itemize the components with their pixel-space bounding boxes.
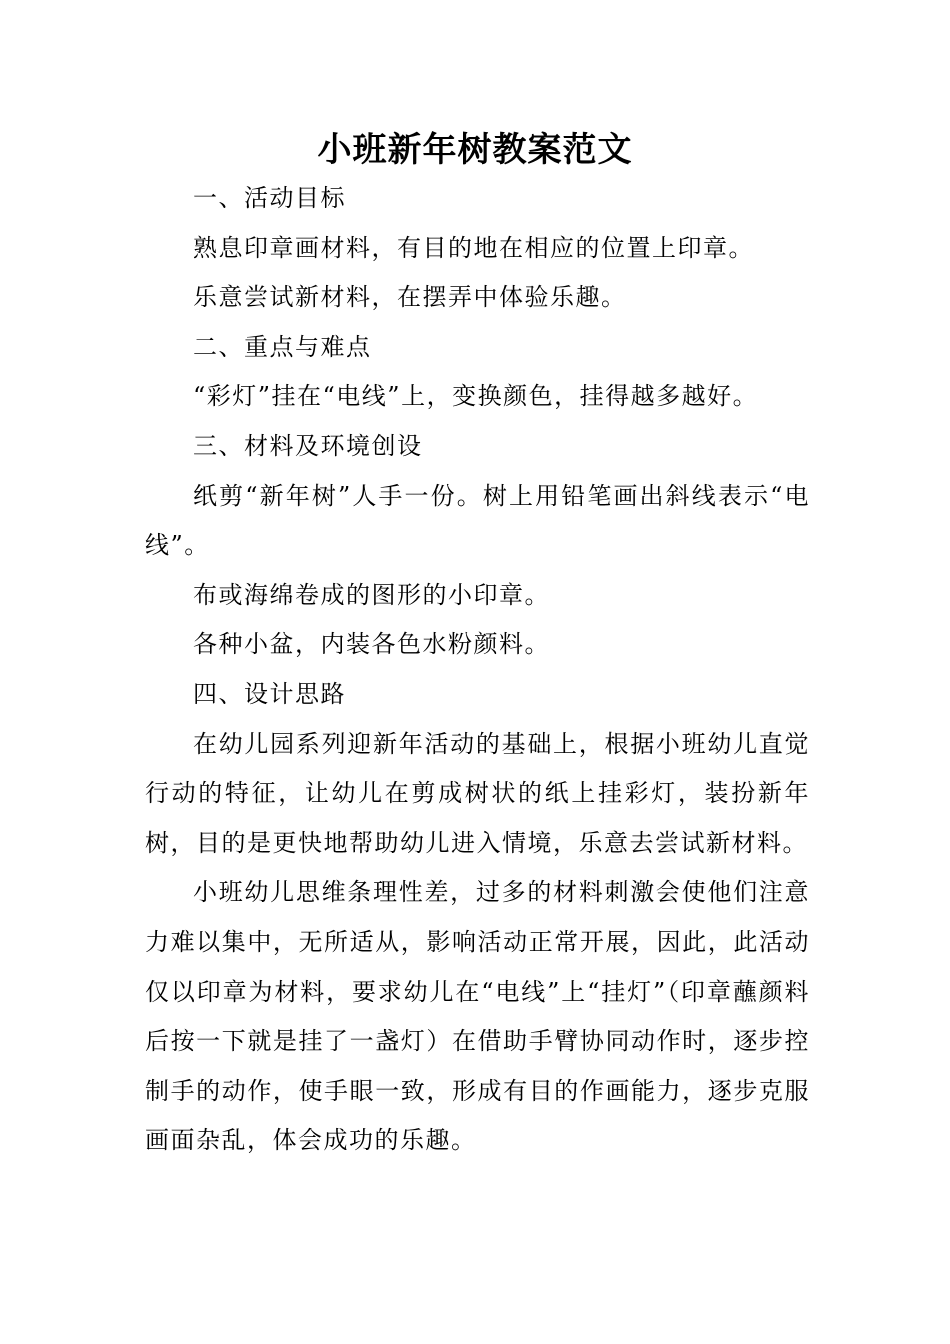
paragraph: 布或海绵卷成的图形的小印章。 bbox=[193, 580, 550, 609]
document-title: 小班新年树教案范文 bbox=[317, 130, 633, 170]
section-heading-design: 四、设计思路 bbox=[193, 679, 346, 708]
section-heading-goals: 一、活动目标 bbox=[193, 184, 346, 212]
section-heading-materials: 三、材料及环境创设 bbox=[193, 431, 423, 460]
paragraph: 纸剪“新年树”人手一份。树上用铅笔画出斜线表示“电线”。 bbox=[145, 481, 810, 560]
section-heading-key-points: 二、重点与难点 bbox=[193, 332, 372, 361]
paragraph: 熟息印章画材料，有目的地在相应的位置上印章。 bbox=[193, 233, 754, 262]
document-body bbox=[145, 174, 810, 1166]
paragraph: 在幼儿园系列迎新年活动的基础上，根据小班幼儿直觉行动的特征，让幼儿在剪成树状的纸上挂彩灯，装扮新年树，目的是更快地帮助幼儿进入情境，乐意去尝试新材料。 bbox=[145, 729, 810, 857]
paragraph: “彩灯”挂在“电线”上，变换颜色，挂得越多越好。 bbox=[193, 382, 759, 411]
paragraph: 小班幼儿思维条理性差，过多的材料刺激会使他们注意力难以集中，无所适从，影响活动正常开展，因此，此活动仅以印章为材料，要求幼儿在“电线”上“挂灯”（印章蘸颜料后按一下就是挂了一盏灯）在借助手臂协同动作时，逐步控制手的动作，使手眼一致，形成有目的作画能力，逐步克服画面杂乱，体会成功的乐趣。 bbox=[145, 878, 810, 1155]
paragraph: 各种小盆，内装各色水粉颜料。 bbox=[193, 630, 550, 659]
paragraph: 乐意尝试新材料，在摆弄中体验乐趣。 bbox=[193, 283, 627, 312]
